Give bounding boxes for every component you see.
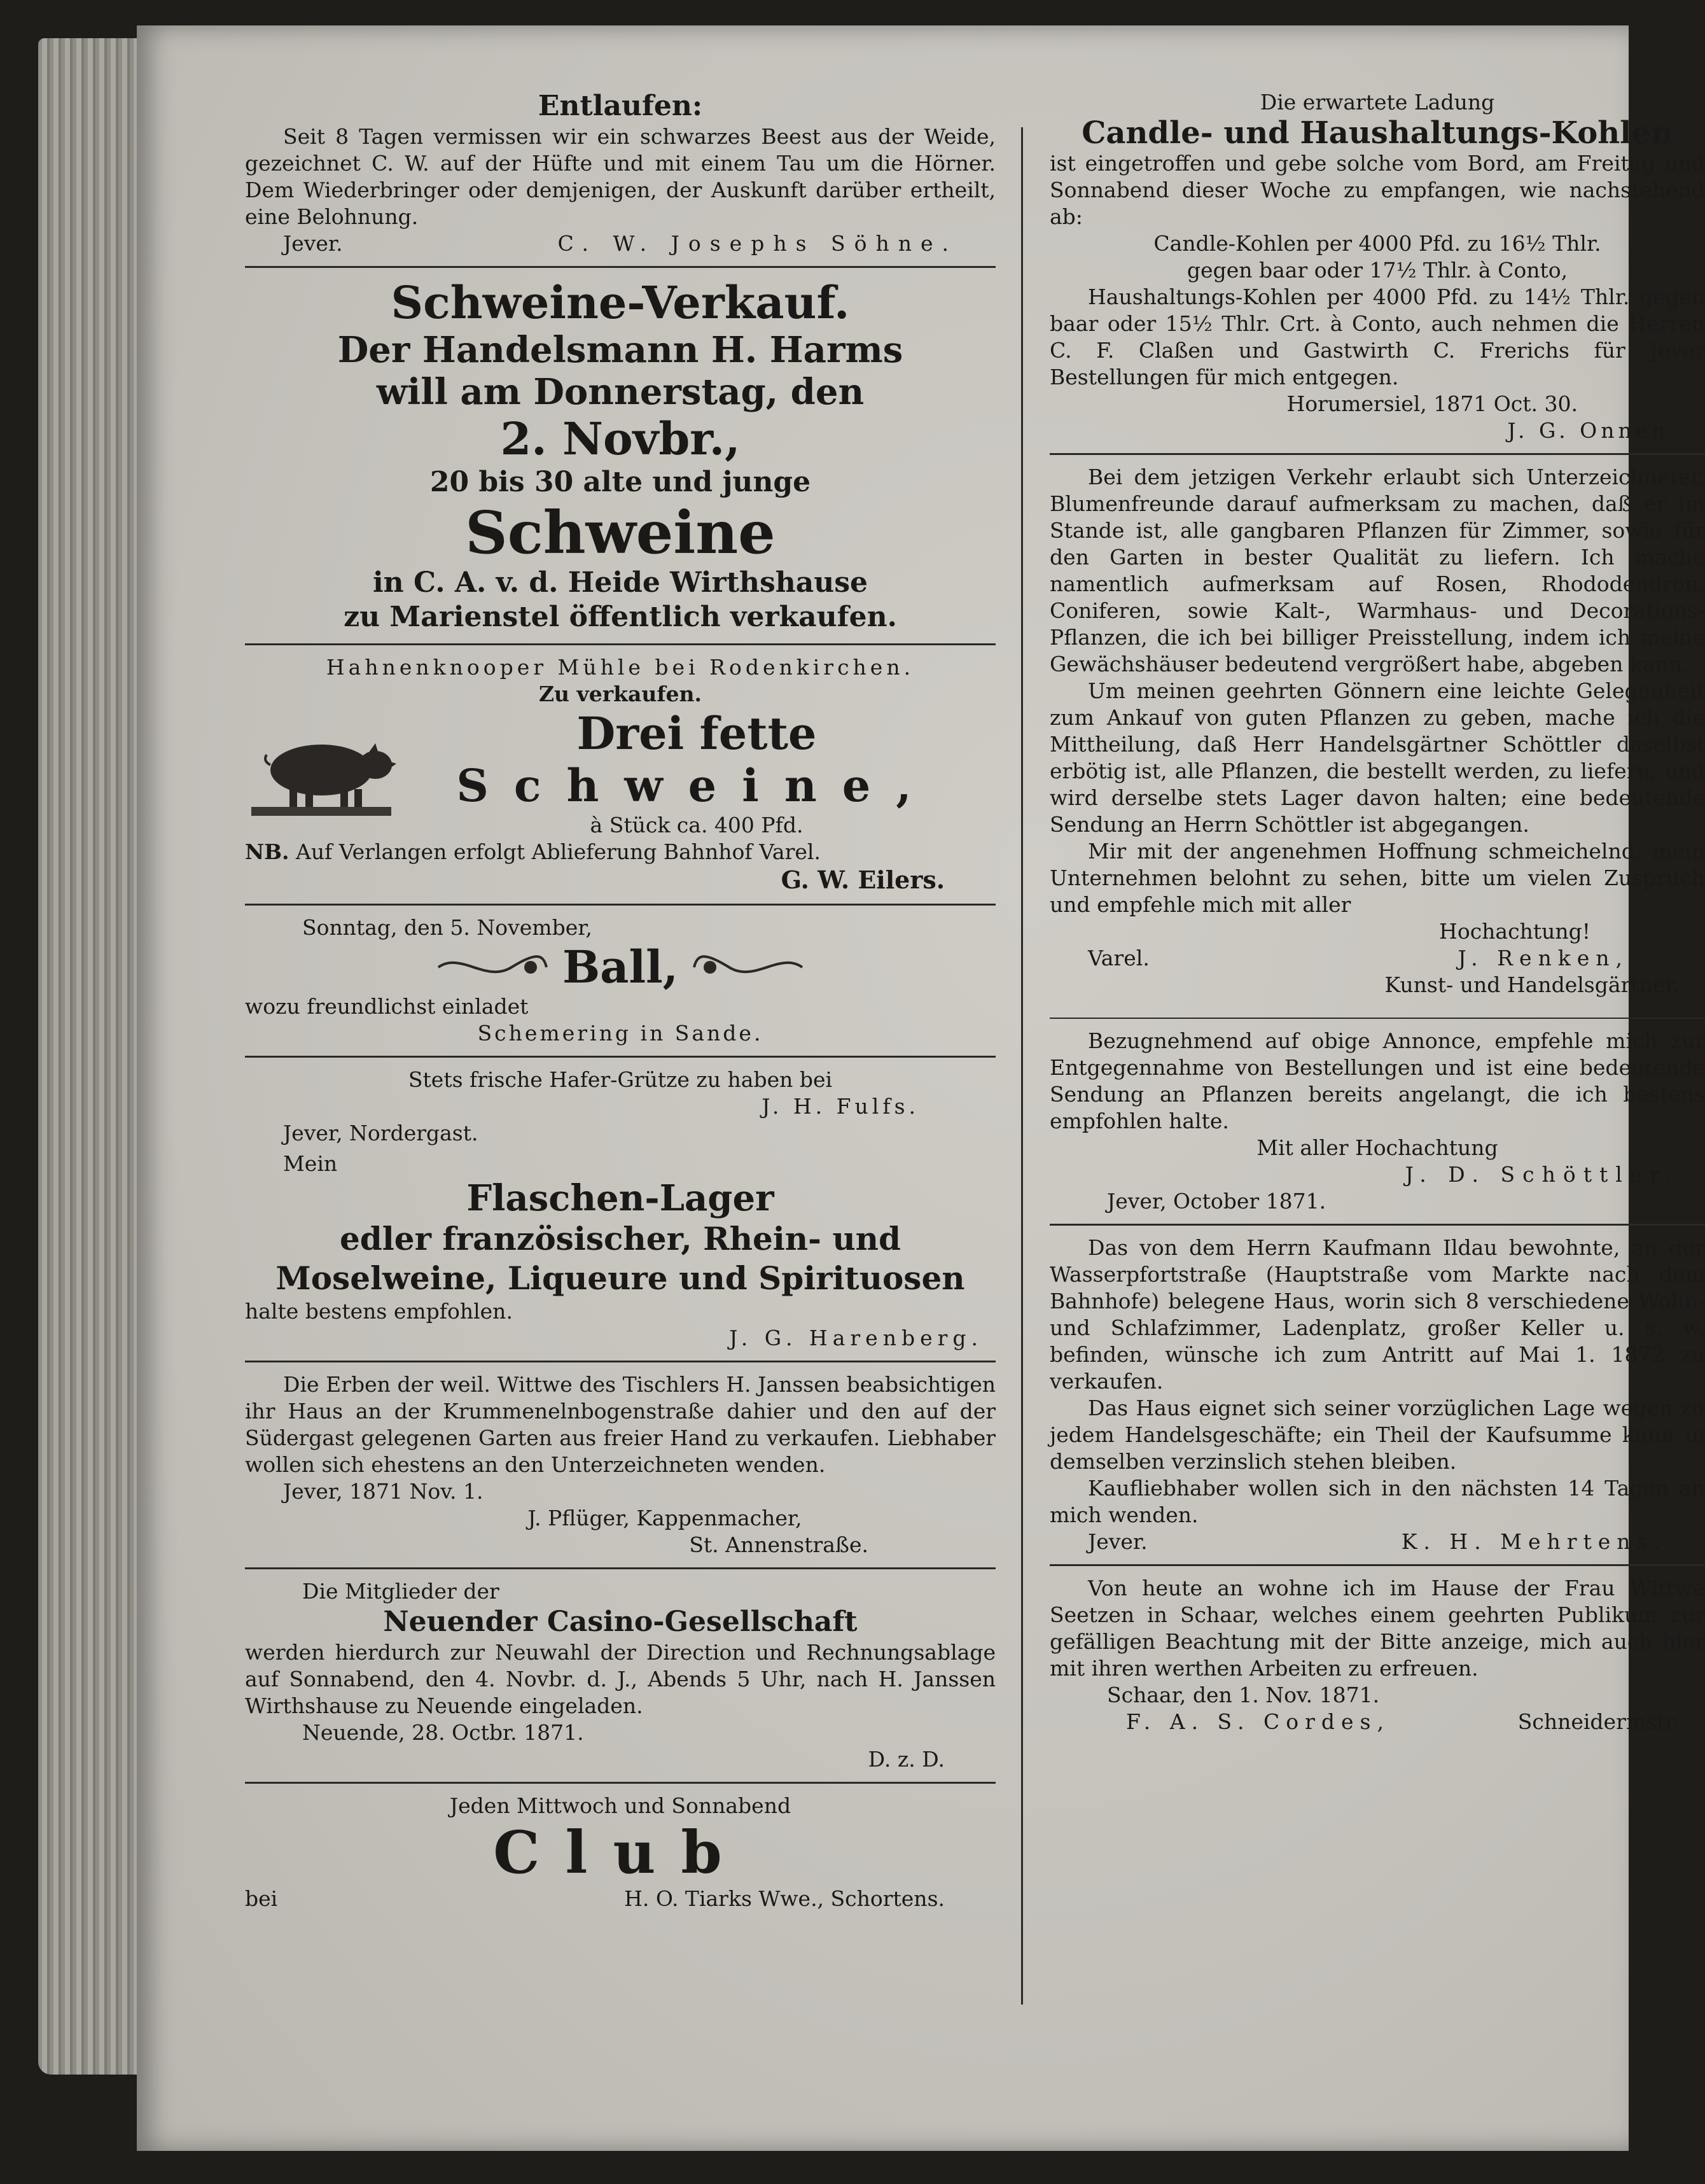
ad-kohlen bbox=[1050, 89, 1705, 444]
ad-post: halte bestens empfohlen. bbox=[245, 1299, 513, 1324]
ad-line: in C. A. v. d. Heide Wirthshause bbox=[372, 566, 868, 599]
ad-signer: Schemering in Sande. bbox=[477, 1021, 763, 1046]
divider bbox=[1050, 1018, 1705, 1019]
ad-title: Flaschen-Lager bbox=[466, 1177, 774, 1219]
ad-address: St. Annenstraße. bbox=[689, 1532, 868, 1557]
ad-place: Jever. bbox=[1088, 1529, 1148, 1554]
ad-signature-row bbox=[1050, 1529, 1705, 1555]
ad-club bbox=[245, 1793, 996, 1912]
ad-pig-block bbox=[245, 708, 996, 839]
ad-note-text: Auf Verlangen erfolgt Ablieferung Bahnhof Varel. bbox=[296, 839, 821, 864]
ad-pre: Jeden Mittwoch und Sonnabend bbox=[449, 1793, 791, 1818]
ad-body: werden hierdurch zur Neuwahl der Direction und Rechnungsablage auf Sonnabend, den 4. Novbr. d. J., Abends 5 Uhr, nach H. Janssen Wirthshause zu Neuende eingeladen. bbox=[245, 1640, 996, 1718]
ad-paragraph: Um meinen geehrten Gönnern eine leichte Gelegenheit zum Ankauf von guten Pflanzen zu geben, mache ich die Mittheilung, daß Herr Handelsgärtner Schöttler daselbst erbötig ist, alle Pflanzen, die bestellt werden, zu liefern, und wird derselbe stets Lager davon halten; eine bedeutende Sendung an Herrn Schöttler ist abgegangen. bbox=[1050, 678, 1705, 837]
ad-date: Horumersiel, 1871 Oct. 30. bbox=[1286, 391, 1578, 416]
ad-date: Jever, 1871 Nov. 1. bbox=[283, 1479, 484, 1504]
ad-pig-text bbox=[398, 708, 996, 839]
newspaper-page bbox=[137, 25, 1705, 2151]
ad-price: Haushaltungs-Kohlen per 4000 Pfd. zu 14½ Thlr. gegen baar oder 15½ Thlr. Crt. à Conto, auch nehmen die Herren C. F. Claßen und Gastwirth C. Frerichs für Jever Bestellungen für mich entgegen. bbox=[1050, 284, 1705, 389]
ad-signer: J. H. Fulfs. bbox=[762, 1094, 919, 1119]
ornament-right-icon bbox=[691, 948, 805, 986]
ad-subtitle: Zu verkaufen. bbox=[538, 682, 702, 706]
ad-signature-row bbox=[245, 230, 996, 257]
right-column bbox=[1050, 89, 1705, 1735]
ad-paragraph: Bei dem jetzigen Verkehr erlaubt sich Unterzeichneter, Blumenfreunde darauf aufmerksam zu machen, daß er im Stande ist, alle gangbaren Pflanzen für Zimmer, sowie für den Garten in bester Qualität zu liefern. Ich mache namentlich aufmerksam auf Rosen, Rhododendron, Coniferen, sowie Kalt-, Warmhaus- und Decorations-Pflanzen, die ich bei billiger Preisstellung, indem ich meine Gewächshäuser bedeutend vergrößert habe, abgeben kann. bbox=[1050, 465, 1705, 676]
ad-title: Drei fette bbox=[576, 707, 817, 760]
ad-body: Bezugnehmend auf obige Annonce, empfehle mich zur Entgegennahme von Bestellungen und ist eine bedeutende Sendung an Pflanzen bereits angelangt, die ich bestens empfohlen halte. bbox=[1050, 1028, 1705, 1133]
ad-line: 20 bis 30 alte und junge bbox=[429, 466, 811, 498]
ad-line: Stets frische Hafer-Grütze zu haben bei bbox=[408, 1067, 833, 1092]
ad-title: Candle- und Haushaltungs-Kohlen bbox=[1082, 115, 1673, 151]
ad-place: Jever. bbox=[283, 231, 343, 256]
ad-signer: G. W. Eilers. bbox=[781, 865, 945, 894]
ad-signer: J. Renken, bbox=[1458, 946, 1629, 970]
pig-illustration bbox=[245, 725, 398, 821]
ad-title: Ball, bbox=[562, 941, 679, 993]
divider bbox=[245, 1361, 996, 1362]
ad-body: Die Erben der weil. Wittwe des Tischlers H. Janssen beabsichtigen ihr Haus an der Krummenelnbogenstraße dahier und den auf der Südergast gelegenen Garten aus freier Hand zu verkaufen. Liebhaber wollen sich ehestens an den Unterzeichneten wenden. bbox=[245, 1372, 996, 1477]
ad-place: Varel. bbox=[1088, 946, 1150, 970]
ad-grutze bbox=[245, 1067, 996, 1147]
ad-pre: Die erwartete Ladung bbox=[1260, 90, 1495, 115]
divider bbox=[245, 266, 996, 268]
ad-signer: D. z. D. bbox=[868, 1747, 945, 1772]
ad-date: Sonntag, den 5. November, bbox=[302, 915, 592, 940]
ad-entlaufen bbox=[245, 89, 996, 257]
ad-closing: Hochachtung! bbox=[1439, 919, 1590, 944]
ad-line: will am Donnerstag, den bbox=[376, 371, 865, 413]
ad-signer: K. H. Mehrtens. bbox=[1401, 1529, 1667, 1554]
ad-date: 2. Novbr., bbox=[500, 412, 741, 465]
ad-date: Schaar, den 1. Nov. 1871. bbox=[1107, 1683, 1380, 1707]
ad-signature-row bbox=[1050, 1709, 1705, 1735]
ad-schweine-verkauf bbox=[245, 277, 996, 634]
ad-signature-row bbox=[1050, 945, 1705, 972]
ad-erben bbox=[245, 1371, 996, 1558]
ad-pre: Die Mitglieder der bbox=[302, 1579, 499, 1604]
ad-signer: J. G. Harenberg. bbox=[729, 1326, 983, 1350]
ad-schottler bbox=[1050, 1028, 1705, 1215]
divider bbox=[245, 904, 996, 906]
ad-title: Schweine-Verkauf. bbox=[391, 276, 850, 329]
ad-note bbox=[245, 839, 996, 865]
ad-date: Neuende, 28. Octbr. 1871. bbox=[302, 1720, 584, 1745]
ad-paragraph: Das Haus eignet sich seiner vorzüglichen Lage wegen zu jedem Handelsgeschäfte; ein Theil der Kaufsumme kann in demselben verzinslich stehen bleiben. bbox=[1050, 1396, 1705, 1474]
ad-place: Hahnenknooper Mühle bei Rodenkirchen. bbox=[326, 655, 915, 680]
ad-signer: J. G. Onnen. bbox=[1507, 418, 1680, 443]
ad-line: zu Marienstel öffentlich verkaufen. bbox=[344, 601, 897, 633]
ad-price: gegen baar oder 17½ Thlr. à Conto, bbox=[1187, 258, 1568, 283]
ad-invite: wozu freundlichst einladet bbox=[245, 994, 529, 1019]
ad-paragraph: Das von dem Herrn Kaufmann Ildau bewohnte, an der Wasserpfortstraße (Hauptstraße vom Markte nach dem Bahnhofe) belegene Haus, worin sich 8 verschiedene Wohn- und Schlafzimmer, Ladenplatz, großer Keller u. s. w. befinden, wünsche ich zum Antritt auf Mai 1. 1872 zu verkaufen. bbox=[1050, 1235, 1705, 1394]
divider bbox=[1050, 1224, 1705, 1226]
ad-headline: Schweine, bbox=[456, 759, 937, 812]
ad-note-label: NB. bbox=[245, 839, 289, 864]
ad-paragraph: Kaufliebhaber wollen sich in den nächsten 14 Tagen an mich wenden. bbox=[1050, 1476, 1705, 1527]
ad-title: Neuender Casino-Gesellschaft bbox=[383, 1606, 858, 1638]
ad-weight: à Stück ca. 400 Pfd. bbox=[590, 813, 804, 837]
ad-paragraph: Mir mit der angenehmen Hoffnung schmeichelnd, mein Unternehmen belohnt zu sehen, bitte um vielen Zuspruch und empfehle mich mit aller bbox=[1050, 839, 1705, 917]
ad-host-row bbox=[245, 1886, 996, 1912]
ad-signer: J. Pflüger, Kappenmacher, bbox=[527, 1506, 802, 1530]
ad-body: Seit 8 Tagen vermissen wir ein schwarzes Beest aus der Weide, gezeichnet C. W. auf der Hüfte und mit einem Tau um die Hörner. Dem Wiederbringer oder demjenigen, der Auskunft darüber ertheilt, eine Belohnung. bbox=[245, 124, 996, 229]
ad-signer-title: Schneidermstr. bbox=[1517, 1709, 1680, 1734]
ad-headline: Schweine bbox=[465, 498, 776, 567]
ad-bei: bei bbox=[245, 1886, 278, 1911]
ad-closing: Mit aller Hochachtung bbox=[1256, 1135, 1498, 1160]
ad-casino bbox=[245, 1578, 996, 1773]
divider bbox=[245, 1567, 996, 1569]
ad-drei-fette bbox=[245, 654, 996, 895]
ad-mehrtens bbox=[1050, 1235, 1705, 1555]
ad-title: Entlaufen: bbox=[538, 90, 703, 122]
divider bbox=[245, 643, 996, 645]
divider bbox=[245, 1782, 996, 1784]
ad-host: H. O. Tiarks Wwe., Schortens. bbox=[624, 1886, 945, 1911]
divider bbox=[1050, 453, 1705, 455]
ornament-left-icon bbox=[435, 948, 550, 986]
ad-flaschen-lager bbox=[245, 1151, 996, 1352]
ad-body: Von heute an wohne ich im Hause der Frau Wittwe Seetzen in Schaar, welches einem geehrten Publikum zur gefälligen Beachtung mit der Bitte anzeige, mich auch hier mit ihren werthen Arbeiten zu erfreuen. bbox=[1050, 1576, 1705, 1681]
ad-place: Jever, Nordergast. bbox=[283, 1121, 478, 1145]
ad-ball-title-row bbox=[245, 941, 996, 993]
ad-renken bbox=[1050, 464, 1705, 998]
left-column bbox=[245, 89, 996, 1912]
ad-signer: C. W. Josephs Söhne. bbox=[557, 231, 957, 256]
ad-date: Jever, October 1871. bbox=[1107, 1189, 1326, 1214]
ad-price: Candle-Kohlen per 4000 Pfd. zu 16½ Thlr. bbox=[1153, 231, 1601, 256]
column-divider bbox=[1021, 127, 1023, 2005]
book-page-stack bbox=[38, 38, 146, 2075]
ad-signer: J. D. Schöttler. bbox=[1405, 1162, 1680, 1187]
ad-signer: F. A. S. Cordes, bbox=[1126, 1709, 1390, 1734]
ad-cordes bbox=[1050, 1575, 1705, 1735]
ad-pre: Mein bbox=[283, 1151, 338, 1176]
divider bbox=[245, 1056, 996, 1058]
ad-title: Club bbox=[493, 1818, 748, 1887]
ad-line: Der Handelsmann H. Harms bbox=[337, 329, 903, 371]
ad-ball bbox=[245, 914, 996, 1047]
ad-body: ist eingetroffen und gebe solche vom Bord, am Freitag und Sonnabend dieser Woche zu empfangen, wie nachstehend ab: bbox=[1050, 151, 1705, 229]
ad-line: edler französischer, Rhein- und Moselweine, Liqueure und Spirituosen bbox=[275, 1220, 965, 1297]
ad-signer-title: Kunst- und Handelsgärtner. bbox=[1384, 972, 1680, 997]
divider bbox=[1050, 1564, 1705, 1566]
